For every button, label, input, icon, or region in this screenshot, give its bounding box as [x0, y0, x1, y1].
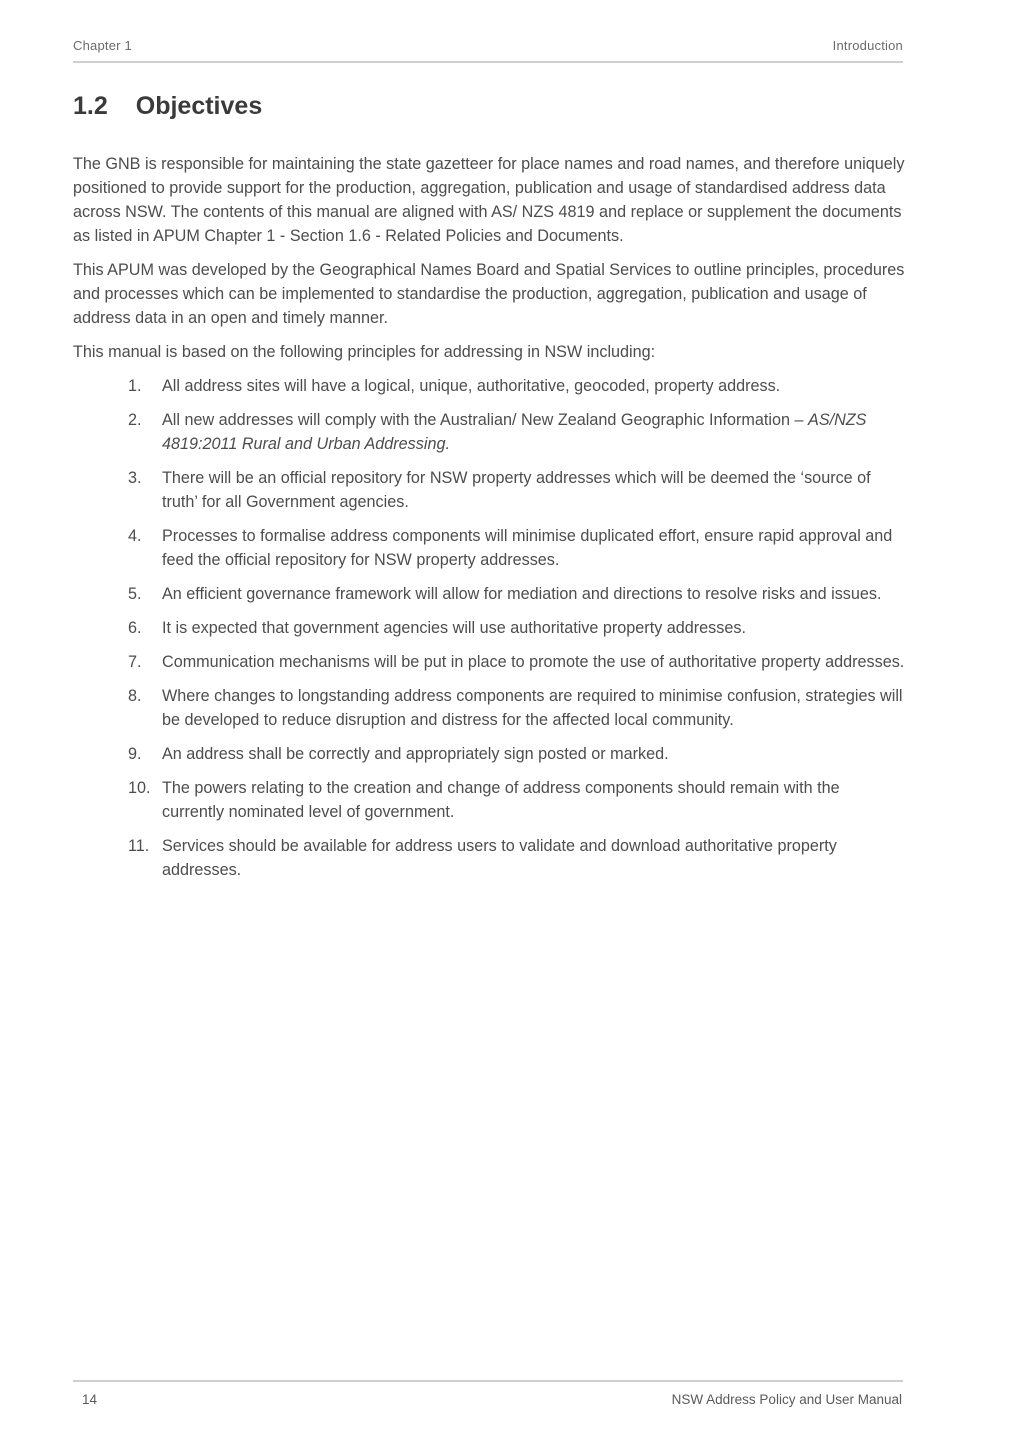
list-item — [73, 834, 905, 882]
list-number: 1. — [128, 377, 142, 395]
list-item — [73, 524, 905, 572]
document-title: NSW Address Policy and User Manual — [671, 1392, 902, 1407]
section-heading — [73, 92, 262, 121]
list-number: 3. — [128, 469, 142, 487]
running-footer — [82, 1392, 902, 1407]
footer-rule — [73, 1380, 903, 1382]
list-text: An address shall be correctly and appropriately sign posted or marked. — [162, 745, 669, 763]
list-text: Processes to formalise address components will minimise duplicated effort, ensure rapid approval and feed the official repository for NSW property addresses. — [162, 527, 893, 569]
list-item — [73, 650, 905, 674]
header-rule — [73, 61, 903, 63]
section-number: 1.2 — [73, 92, 108, 120]
list-item — [73, 408, 905, 456]
list-text: An efficient governance framework will allow for mediation and directions to resolve risks and issues. — [162, 585, 882, 603]
list-item — [73, 582, 905, 606]
body-text — [73, 152, 905, 892]
list-number: 2. — [128, 411, 142, 429]
list-item — [73, 374, 905, 398]
list-number: 7. — [128, 653, 142, 671]
list-item — [73, 616, 905, 640]
paragraph: The GNB is responsible for maintaining the state gazetteer for place names and road names, and therefore uniquely positioned to provide support for the production, aggregation, publication and usage of standardised address data across NSW. The contents of this manual are aligned with AS/ NZS 4819 and replace or supplement the documents as listed in APUM Chapter 1 - Section 1.6 - Related Policies and Documents. — [73, 155, 905, 245]
list-item — [73, 466, 905, 514]
list-text: All address sites will have a logical, unique, authoritative, geocoded, property address. — [162, 377, 781, 395]
list-number: 6. — [128, 619, 142, 637]
list-text: The powers relating to the creation and change of address components should remain with the currently nominated level of government. — [162, 779, 840, 821]
list-text: Services should be available for address users to validate and download authoritative property addresses. — [162, 837, 837, 879]
list-number: 8. — [128, 687, 142, 705]
principles-list — [73, 374, 905, 882]
paragraph: This manual is based on the following principles for addressing in NSW including: — [73, 343, 656, 361]
section-title: Objectives — [135, 92, 263, 120]
header-chapter: Chapter 1 — [73, 38, 132, 53]
list-item — [73, 684, 905, 732]
list-item — [73, 776, 905, 824]
list-text: There will be an official repository for NSW property addresses which will be deemed the ‘source of truth’ for all Government agencies. — [162, 469, 871, 511]
page-number: 14 — [82, 1392, 98, 1407]
list-item — [73, 742, 905, 766]
standard-citation: AS/NZS 4819:2011 Rural and Urban Addressing. — [162, 411, 867, 453]
list-number: 4. — [128, 527, 142, 545]
list-text: Where changes to longstanding address components are required to minimise confusion, strategies will be developed to reduce disruption and distress for the affected local community. — [162, 687, 903, 729]
list-text: Communication mechanisms will be put in place to promote the use of authoritative property addresses. — [162, 653, 905, 671]
list-number: 5. — [128, 585, 142, 603]
running-header — [73, 38, 903, 53]
list-number: 10. — [128, 779, 151, 797]
list-text: It is expected that government agencies will use authoritative property addresses. — [162, 619, 746, 637]
paragraph: This APUM was developed by the Geographical Names Board and Spatial Services to outline principles, procedures and processes which can be implemented to standardise the production, aggregation, publication and usage of address data in an open and timely manner. — [73, 261, 905, 327]
list-number: 11. — [128, 837, 150, 855]
header-section: Introduction — [832, 38, 903, 53]
list-text: All new addresses will comply with the Australian/ New Zealand Geographic Information – — [162, 411, 809, 429]
list-number: 9. — [128, 745, 142, 763]
